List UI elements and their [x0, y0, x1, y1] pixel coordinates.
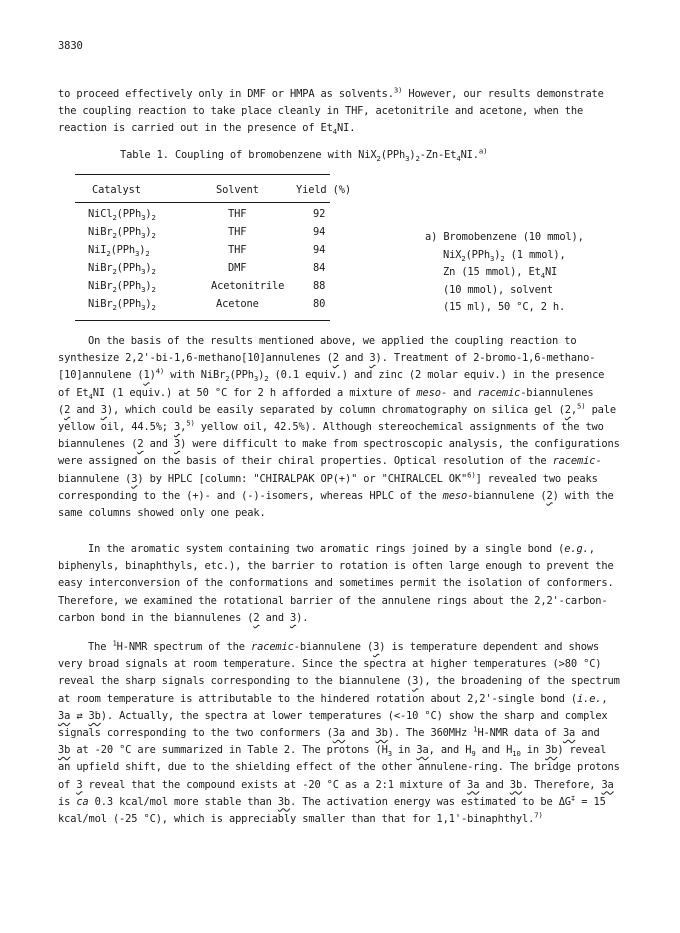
table-top-rule [75, 174, 330, 175]
table-bottom-rule [75, 320, 330, 321]
text: to proceed effectively only in DMF or HMPA as solvents. [58, 88, 394, 100]
paragraph-nmr: The $^1$H-NMR spectrum of the racemic-biannulene (3) is temperature dependent and shows very broad signals at room temperature. Since the spectra at higher temperatures (>80 °C) reveal the sharp signals corresponding to the biannulene (3), the broadening of the spectrum at room temperature is attributable to the hindered rotation about 2,2'-single bond (i.e., 3a ⇄ 3b). Actually, the spectra at lower temperatures (<-10 °C) show the sharp and complex signals corresponding to the two conformers (3a and 3b). The 360MHz $^1$H-NMR data of 3a and 3b at -20 °C are summarized in Table 2. The protons ($H_3$ in 3a, and $H_9$ and $H_{10}$ in 3b) reveal an upfield shift, due to the shielding effect of the other annulene-ring. The bridge protons of 3 reveal that the compound exists at -20 °C as a 2:1 mixture of 3a and 3b. Therefore, 3a is ca 0.3 kcal/mol more stable than 3b. The activation energy was estimated to be ΔG‡ = 15 kcal/mol (-25 °C), which is appreciably smaller than that for 1,1'-binaphthyl.$^{7)}$ [58, 638, 620, 825]
header-solvent: Solvent [216, 184, 259, 196]
table-cell-catalyst: $NiCl_2(PPh_3)_2$ [88, 208, 156, 223]
table-cell-catalyst: $NiBr_2(PPh_3)_2$ [88, 262, 156, 277]
table-cell-yield: 84 [313, 262, 326, 274]
intro-paragraph [58, 86, 630, 138]
table-cell-solvent: DMF [228, 262, 247, 274]
table-cell-catalyst: $NiBr_2(PPh_3)_2$ [88, 226, 156, 241]
text: However, our results demonstrate [402, 88, 604, 100]
table-cell-solvent: THF [228, 208, 247, 220]
table-footnote: a) Bromobenzene (10 mmol), $NiX_2(PPh_3)_2$ (1 mmol), Zn (15 mmol), $Et_4NI$ (10 mmol), solvent (15 ml), 50 °C, 2 h. [425, 231, 584, 314]
page-number: 3830 [58, 40, 83, 52]
table-cell-catalyst: $NiBr_2(PPh_3)_2$ [88, 280, 156, 295]
header-yield: Yield (%) [296, 184, 351, 196]
table-header-rule [75, 202, 330, 203]
table-cell-yield: 80 [313, 298, 326, 310]
table-cell-solvent: THF [228, 226, 247, 238]
header-catalyst: Catalyst [92, 184, 141, 196]
table-cell-yield: 92 [313, 208, 326, 220]
text: reaction is carried out in the presence of Et [58, 122, 333, 135]
table-cell-yield: 94 [313, 244, 326, 256]
table-cell-solvent: Acetone [216, 298, 259, 310]
paragraph-synthesis: On the basis of the results mentioned above, we applied the coupling reaction to synthesize 2,2'-bi-1,6-methano[10]annulenes (2 and 3). Treatment of 2-bromo-1,6-methano- [10]annulene $(1)^{4)}$ with $NiBr_2(PPh_3)_2$ (0.1 equiv.) and zinc (2 molar equiv.) in the presence of $Et_4NI$ (1 equiv.) at 50 °C for 2 h afforded a mixture of meso- and racemic-biannulenes (2 and 3), which could be easily separated by column chromatography on silica gel (2,$^{5)}$ pale yellow oil, 44.5%; 3,$^{5)}$ yellow oil, 42.5%). Although stereochemical assignments of the two biannulenes (2 and 3) were difficult to make from spectroscopic analysis, the configurations were assigned on the basis of their chiral properties. Optical resolution of the racemic- biannulene (3) by HPLC [column: "CHIRALPAK OP(+)" or "CHIRALCEL OK"$^{6)}$] revealed two peaks corresponding to the (+)- and (-)-isomers, whereas HPLC of the meso-biannulene (2) with the same columns showed only one peak. [58, 335, 620, 519]
text-line: the coupling reaction to take place cleanly in THF, acetonitrile and acetone, when the [58, 105, 584, 118]
sub: 4 [332, 127, 337, 137]
table-cell-yield: 94 [313, 226, 326, 238]
table-cell-solvent: THF [228, 244, 247, 256]
table-caption: Table 1. Coupling of bromobenzene with $NiX_2(PPh_3)_2-Zn-Et_4NI.^{a)}$ [120, 146, 488, 164]
text: NI. [337, 122, 356, 135]
table-cell-yield: 88 [313, 280, 326, 292]
table-cell-solvent: Acetonitrile [211, 280, 285, 292]
paragraph-rotation: In the aromatic system containing two aromatic rings joined by a single bond (e.g., biphenyls, binaphthyls, etc.), the barrier to rotation is often large enough to prevent the easy interconversion of the conformations and sometimes permit the isolation of conformers. Therefore, we examined the rotational barrier of the annulene rings about the 2,2'-carbon- carbon bond in the biannulenes (2 and 3). [58, 543, 614, 624]
ref-sup: 3) [393, 85, 403, 95]
table-cell-catalyst: $NiBr_2(PPh_3)_2$ [88, 298, 156, 313]
table-cell-catalyst: $NiI_2(PPh_3)_2$ [88, 244, 150, 259]
